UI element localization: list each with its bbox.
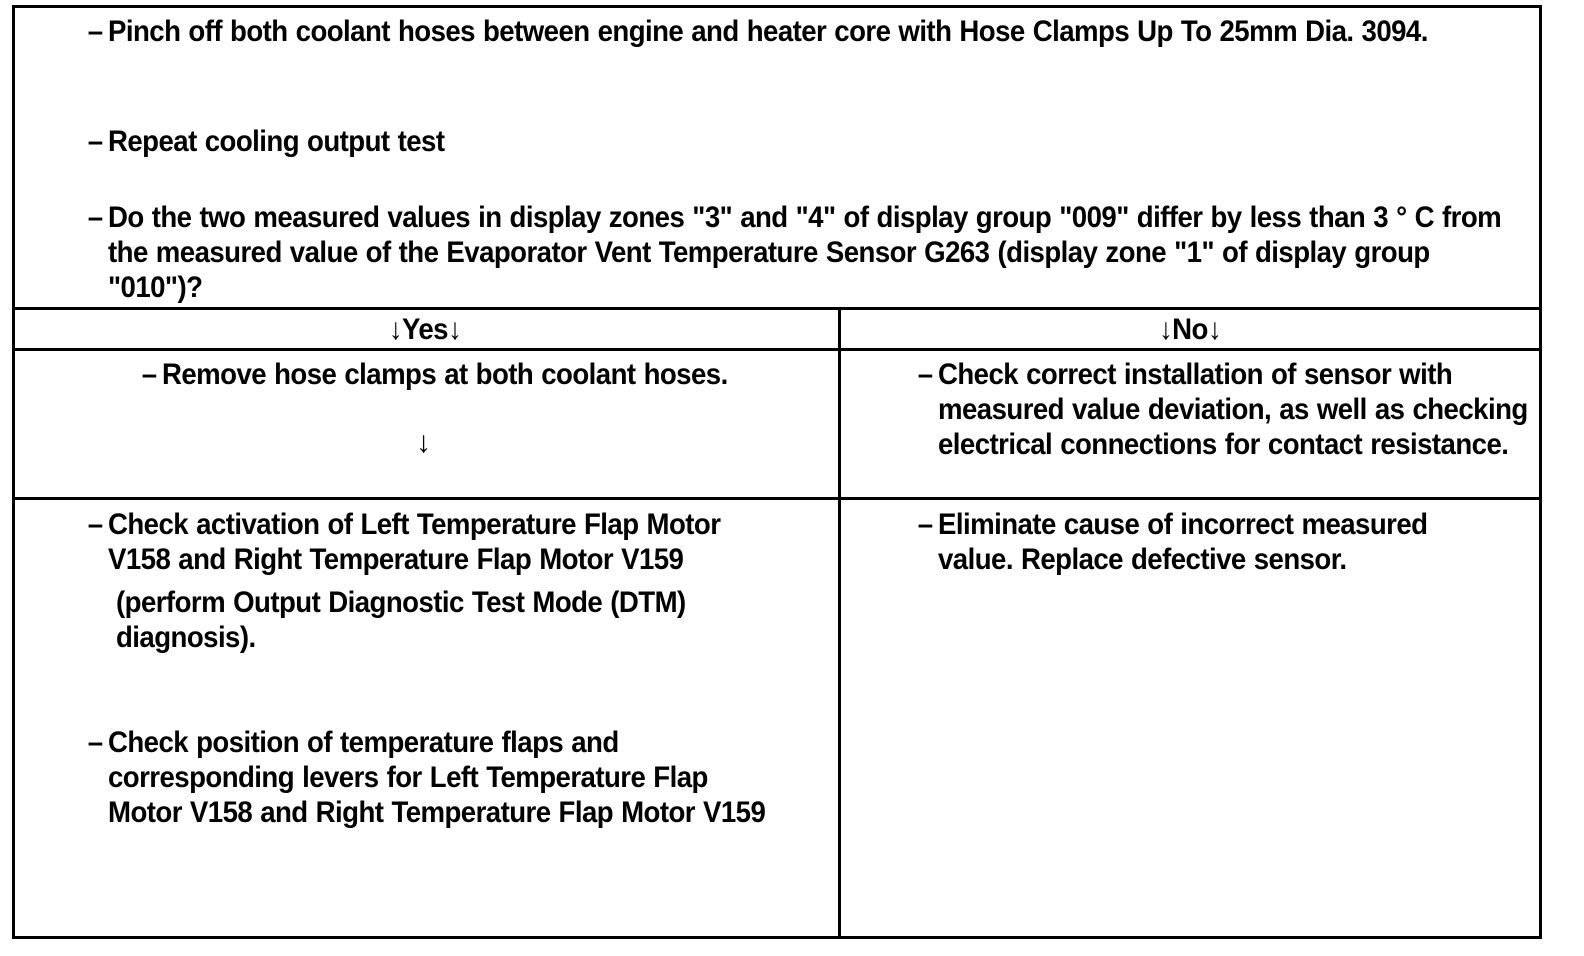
step-text: Do the two measured values in display zones "3" and "4" of display group "009" differ by less than 3 ° C from the measured value of the Evaporator Vent Temperature Sensor G263 (display zone "1" of display group "010")? <box>108 201 1502 304</box>
step-pinch-hoses <box>87 14 1470 49</box>
step-text: Remove hose clamps at both coolant hoses. <box>162 358 728 391</box>
step-text: Eliminate cause of incorrect measured value. Replace defective sensor. <box>938 508 1428 576</box>
step-dash: – <box>87 125 103 158</box>
step-text: Check position of temperature flaps and corresponding levers for Left Temperature Flap Motor V158 and Right Temperature Flap Motor V159 <box>108 726 766 829</box>
branch-label-yes: ↓Yes↓ <box>388 313 462 346</box>
divider-question <box>12 307 1542 310</box>
step-dash: – <box>87 15 103 48</box>
step-check-activation <box>87 507 789 577</box>
step-dash: – <box>141 358 157 391</box>
step-check-activation-note <box>116 585 788 655</box>
step-dash: – <box>87 508 103 541</box>
step-text: Check activation of Left Temperature Flap Motor V158 and Right Temperature Flap Motor V159 <box>108 508 721 576</box>
step-eliminate-cause <box>917 507 1499 577</box>
step-dash: – <box>87 726 103 759</box>
step-text: Pinch off both coolant hoses between engine and heater core with Hose Clamps Up To 25mm Dia. 3094. <box>108 15 1428 48</box>
divider-columns <box>838 307 841 937</box>
branch-label-no: ↓No↓ <box>1158 313 1222 346</box>
step-dash: – <box>917 508 933 541</box>
down-arrow: ↓ <box>416 426 431 459</box>
step-text: (perform Output Diagnostic Test Mode (DTM) diagnosis). <box>116 586 686 654</box>
step-question <box>87 200 1529 305</box>
divider-yes-no-row <box>12 497 1542 500</box>
step-repeat-test <box>87 124 1470 159</box>
step-text: Repeat cooling output test <box>108 125 445 158</box>
step-text: Check correct installation of sensor with measured value deviation, as well as checking electrical connections for contact resistance. <box>938 358 1528 461</box>
step-check-position <box>87 725 784 830</box>
step-dash: – <box>917 358 933 391</box>
step-remove-clamps <box>141 357 806 392</box>
step-dash: – <box>87 201 103 234</box>
divider-branch-labels <box>12 348 1542 351</box>
step-check-installation <box>917 357 1545 462</box>
